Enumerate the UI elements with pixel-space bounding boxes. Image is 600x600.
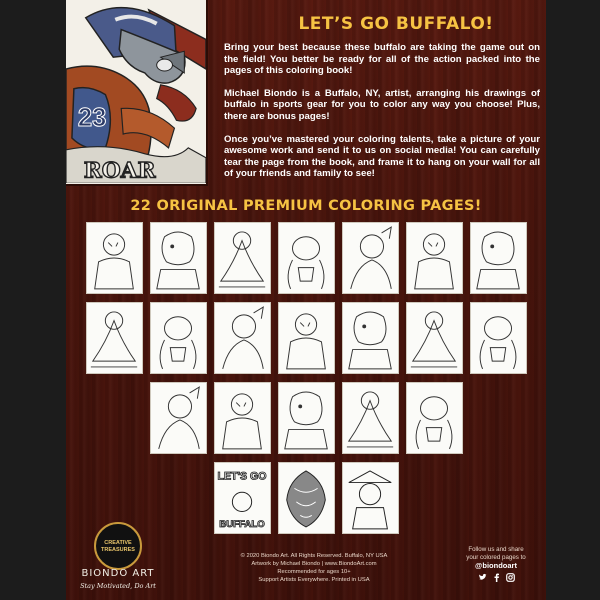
coloring-page-thumbnail <box>214 302 271 374</box>
coloring-page-thumbnail <box>470 222 527 294</box>
intro-text <box>224 42 540 191</box>
coloring-page-thumbnail <box>406 302 463 374</box>
coloring-page-sketch-icon <box>87 303 142 373</box>
coloring-page-sketch-icon <box>279 303 334 373</box>
svg-text:BUFFALO: BUFFALO <box>219 518 265 530</box>
logo-text: CREATIVE TREASURES <box>101 540 135 553</box>
coloring-page-thumbnail <box>278 302 335 374</box>
coloring-page-sketch-icon <box>87 223 142 293</box>
footer-line: Artwork by Michael Biondo | www.BiondoArt.com <box>251 561 377 567</box>
coloring-page-sketch-icon <box>343 463 398 533</box>
coloring-page-sketch-icon <box>343 303 398 373</box>
coloring-page-thumbnail <box>86 222 143 294</box>
buffalo-mascot-icon <box>66 0 206 183</box>
main-heading: LET’S GO BUFFALO! <box>298 14 494 34</box>
twitter-icon <box>478 573 487 582</box>
intro-paragraph: Once you’ve mastered your coloring talents, take a picture of your awesome work and send it to us on social media! You can carefully tear the page from the book, and frame it to hang on your wall for all of your friends and family to see! <box>224 133 540 180</box>
coloring-page-thumbnail <box>342 302 399 374</box>
coloring-page-thumbnail <box>470 302 527 374</box>
coloring-page-sketch-icon <box>151 303 206 373</box>
coloring-page-sketch-icon <box>471 303 526 373</box>
svg-text:ROAR: ROAR <box>83 158 156 184</box>
brand-name: BIONDO ART <box>81 568 155 579</box>
coloring-page-thumbnail <box>278 462 335 534</box>
coloring-page-sketch-icon <box>279 463 334 533</box>
coloring-page-sketch-icon <box>279 223 334 293</box>
coloring-page-sketch-icon <box>215 223 270 293</box>
copyright-footer <box>204 552 424 584</box>
coloring-page-thumbnail <box>406 222 463 294</box>
coloring-page-thumbnail <box>342 382 399 454</box>
pages-heading: 22 ORIGINAL PREMIUM COLORING PAGES! <box>130 198 482 214</box>
social-line: your colored pages to <box>466 554 526 561</box>
footer-line: © 2020 Biondo Art. All Rights Reserved. Buffalo, NY USA <box>240 553 388 559</box>
coloring-page-thumbnail <box>406 382 463 454</box>
coloring-page-sketch-icon <box>151 383 206 453</box>
social-line: Follow us and share <box>468 546 524 553</box>
coloring-page-thumbnail <box>278 222 335 294</box>
coloring-page-sketch-icon <box>407 223 462 293</box>
hero-buffalo-illustration <box>66 0 208 186</box>
coloring-page-thumbnail <box>214 462 271 534</box>
intro-paragraph: Michael Biondo is a Buffalo, NY, artist, arranging his drawings of buffalo in sports gear for you to color any way you choose! Plus, there are bonus pages! <box>224 87 540 122</box>
svg-text:LET'S GO: LET'S GO <box>217 470 267 483</box>
coloring-page-thumbnail <box>150 382 207 454</box>
coloring-page-sketch-icon <box>215 303 270 373</box>
coloring-page-sketch-icon <box>407 383 462 453</box>
coloring-page-thumbnail <box>342 222 399 294</box>
coloring-page-thumbnail <box>278 382 335 454</box>
coloring-page-thumbnail <box>342 462 399 534</box>
coloring-page-sketch-icon <box>343 383 398 453</box>
creative-treasures-logo <box>94 522 142 570</box>
footer-line: Recommended for ages 10+ <box>277 569 351 575</box>
social-handle: @biondoart <box>475 561 517 570</box>
coloring-page-sketch-icon <box>215 383 270 453</box>
coloring-page-sketch-icon <box>279 383 334 453</box>
social-icons <box>448 573 544 582</box>
coloring-page-thumbnail <box>150 222 207 294</box>
intro-paragraph: Bring your best because these buffalo are taking the game out on the field! You better be ready for all of the action packed into the pages of this coloring book! <box>224 42 540 77</box>
coloring-page-thumbnail <box>150 302 207 374</box>
instagram-icon <box>506 573 515 582</box>
facebook-icon <box>492 573 501 582</box>
coloring-page-sketch-icon <box>215 463 270 533</box>
coloring-page-sketch-icon <box>471 223 526 293</box>
coloring-page-sketch-icon <box>407 303 462 373</box>
coloring-page-thumbnail <box>86 302 143 374</box>
social-block <box>448 546 544 582</box>
brand-slogan: Stay Motivated, Do Art <box>80 582 156 590</box>
svg-text:23: 23 <box>77 104 107 133</box>
coloring-page-thumbnail <box>214 222 271 294</box>
book-back-cover <box>66 0 546 600</box>
coloring-page-sketch-icon <box>151 223 206 293</box>
coloring-page-sketch-icon <box>343 223 398 293</box>
footer-line: Support Artists Everywhere. Printed in USA <box>258 577 370 583</box>
coloring-page-thumbnail <box>214 382 271 454</box>
